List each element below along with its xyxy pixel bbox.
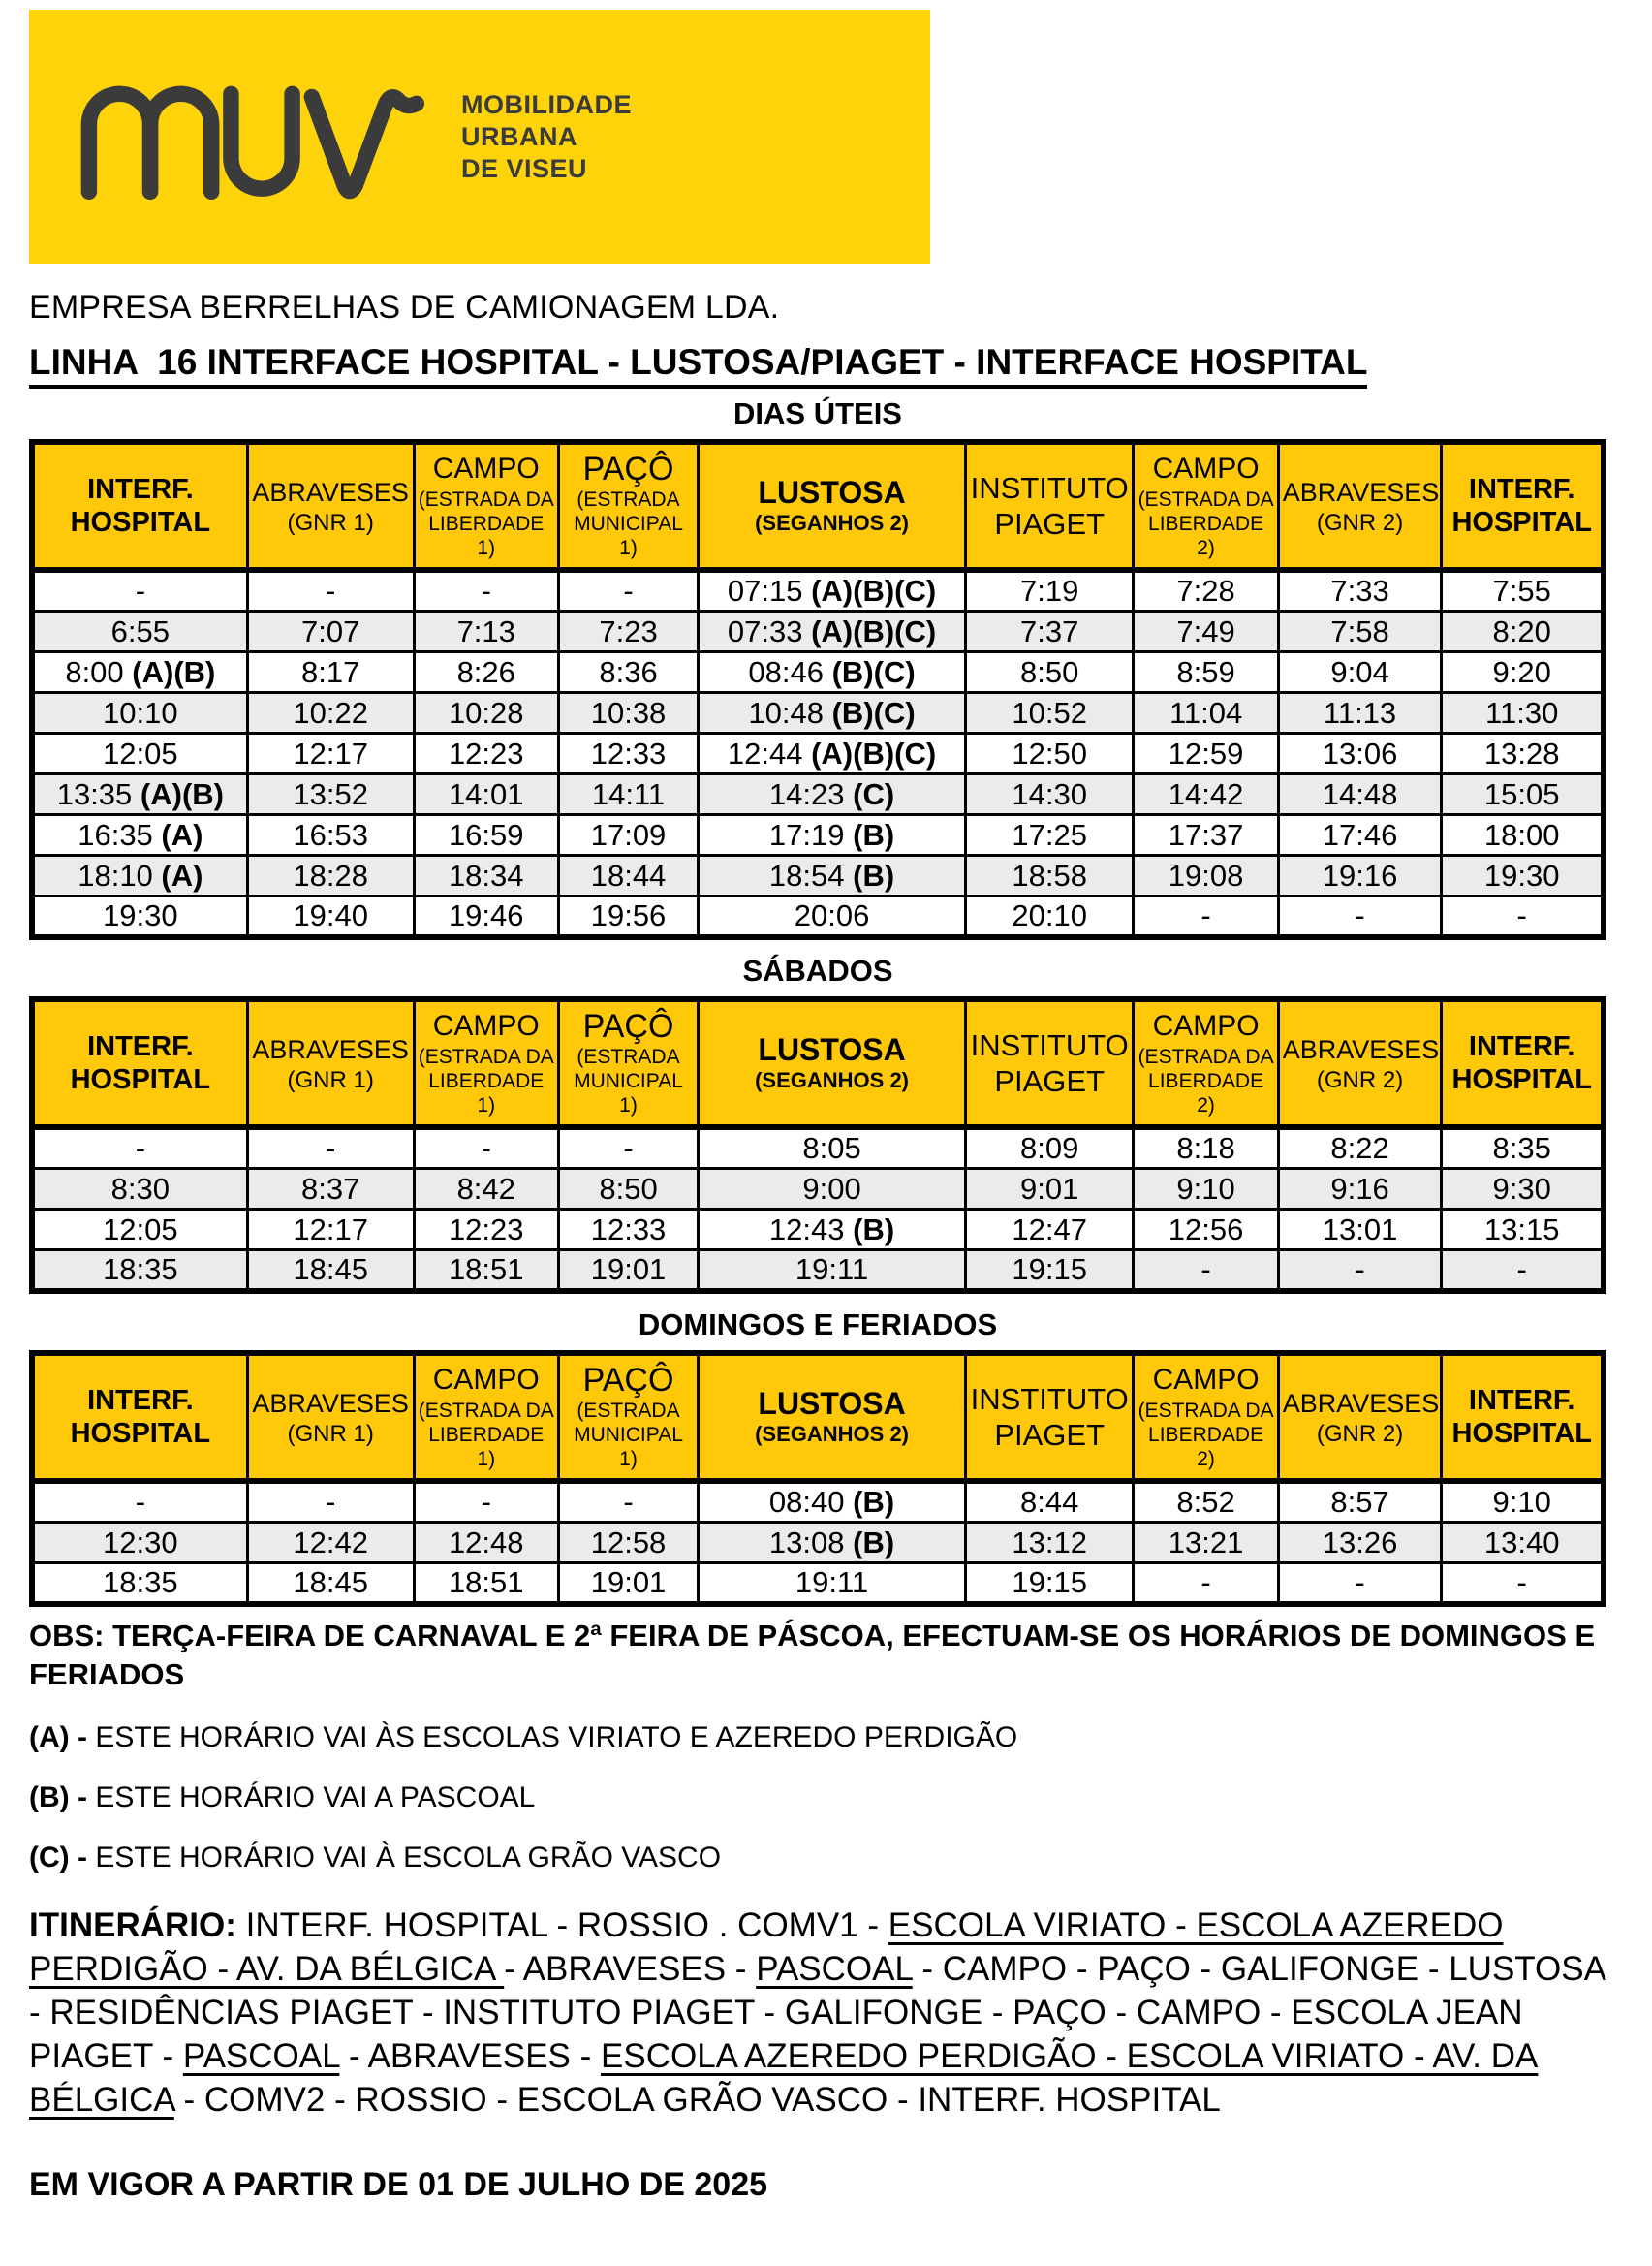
time-cell: 12:23: [414, 734, 558, 774]
time-cell: 8:36: [558, 652, 698, 693]
time-cell: 13:08 (B): [699, 1523, 966, 1563]
header-row: [32, 1353, 1604, 1481]
time-cell: 10:48 (B)(C): [699, 693, 966, 734]
itinerary-segment: - CAMPO - PAÇO - GALIFONGE - LUSTOSA - RESIDÊNCIAS PIAGET - INSTITUTO PIAGET - GALIFONGE - PAÇO - CAMPO - ESCOLA JEAN PIAGET -: [29, 1950, 1605, 2075]
itinerary-segment-underlined: ESCOLA VIRIATO - ESCOLA AZEREDO PERDIGÃO - AV. DA BÉLGICA: [29, 1906, 1504, 1988]
timetable-sabados: [29, 996, 1606, 1294]
timetables-container: [29, 396, 1606, 1607]
time-cell: 17:37: [1134, 815, 1278, 856]
time-cell: 17:19 (B): [699, 815, 966, 856]
time-cell: 7:37: [965, 612, 1134, 652]
time-cell: 12:17: [247, 734, 414, 774]
tagline-line-1: MOBILIDADE: [461, 89, 632, 119]
time-cell: 18:35: [32, 1563, 247, 1605]
time-cell: 13:35 (A)(B): [32, 774, 247, 815]
time-cell: 12:47: [965, 1210, 1134, 1250]
time-cell: 8:44: [965, 1481, 1134, 1523]
time-cell: 18:45: [247, 1250, 414, 1292]
time-cell: 14:01: [414, 774, 558, 815]
column-header-interf-hospital: INTERF. HOSPITAL: [32, 1353, 247, 1481]
time-cell: 12:05: [32, 1210, 247, 1250]
time-cell: 18:28: [247, 856, 414, 897]
table-row: [32, 1523, 1604, 1563]
time-cell: 7:07: [247, 612, 414, 652]
time-cell: 12:05: [32, 734, 247, 774]
time-cell: 8:50: [965, 652, 1134, 693]
column-header-interf-hospital: INTERF. HOSPITAL: [32, 999, 247, 1127]
time-cell: 9:01: [965, 1169, 1134, 1210]
time-cell: 13:52: [247, 774, 414, 815]
time-cell: -: [247, 570, 414, 612]
letter-note-label: (A) -: [29, 1721, 87, 1753]
table-row: [32, 734, 1604, 774]
itinerary-segment-underlined: PASCOAL: [756, 1950, 913, 1988]
time-cell: 14:42: [1134, 774, 1278, 815]
time-cell: 9:04: [1278, 652, 1442, 693]
time-cell: 10:10: [32, 693, 247, 734]
itinerary-segment-underlined: ESCOLA AZEREDO PERDIGÃO - ESCOLA VIRIATO - AV. DA BÉLGICA: [29, 2037, 1539, 2119]
time-cell: 12:59: [1134, 734, 1278, 774]
time-cell: 13:26: [1278, 1523, 1442, 1563]
table-title-dias-uteis: DIAS ÚTEIS: [733, 396, 902, 430]
time-cell: 7:19: [965, 570, 1134, 612]
time-cell: 16:59: [414, 815, 558, 856]
time-cell: 19:15: [965, 1250, 1134, 1292]
time-cell: 19:01: [558, 1250, 698, 1292]
time-cell: 18:51: [414, 1250, 558, 1292]
time-cell: 8:00 (A)(B): [32, 652, 247, 693]
logo-tagline: [461, 89, 632, 185]
letter-note-c: (C) - ESTE HORÁRIO VAI À ESCOLA GRÃO VASCO: [29, 1841, 722, 1873]
time-cell: 13:21: [1134, 1523, 1278, 1563]
time-cell: 7:28: [1134, 570, 1278, 612]
table-row: [32, 693, 1604, 734]
column-header-abraveses: ABRAVESES (GNR 1): [247, 999, 414, 1127]
table-row: [32, 1481, 1604, 1523]
time-cell: 07:33 (A)(B)(C): [699, 612, 966, 652]
table-row: [32, 1169, 1604, 1210]
time-cell: 07:15 (A)(B)(C): [699, 570, 966, 612]
time-cell: 12:56: [1134, 1210, 1278, 1250]
column-header-campo: CAMPO (ESTRADA DA LIBERDADE 2): [1134, 1353, 1278, 1481]
time-cell: -: [247, 1127, 414, 1169]
time-cell: 18:35: [32, 1250, 247, 1292]
letter-notes: [29, 1721, 1606, 1874]
time-cell: -: [32, 570, 247, 612]
column-header-interf-hospital: INTERF. HOSPITAL: [32, 442, 247, 570]
time-cell: 18:51: [414, 1563, 558, 1605]
time-cell: 17:25: [965, 815, 1134, 856]
time-cell: 8:37: [247, 1169, 414, 1210]
table-row: [32, 1127, 1604, 1169]
time-cell: -: [1442, 1250, 1604, 1292]
column-header-campo: CAMPO (ESTRADA DA LIBERDADE 1): [414, 999, 558, 1127]
column-header-campo: CAMPO (ESTRADA DA LIBERDADE 2): [1134, 442, 1278, 570]
column-header-interf-hospital: INTERF. HOSPITAL: [1442, 999, 1604, 1127]
time-cell: 16:53: [247, 815, 414, 856]
time-cell: 13:40: [1442, 1523, 1604, 1563]
time-cell: 19:30: [32, 897, 247, 938]
time-cell: 9:30: [1442, 1169, 1604, 1210]
time-cell: 20:06: [699, 897, 966, 938]
time-cell: 12:50: [965, 734, 1134, 774]
table-row: [32, 652, 1604, 693]
time-cell: -: [1442, 897, 1604, 938]
letter-note-label: (C) -: [29, 1841, 87, 1873]
time-cell: 17:09: [558, 815, 698, 856]
time-cell: -: [1278, 1563, 1442, 1605]
time-cell: 16:35 (A): [32, 815, 247, 856]
column-header-paco: PAÇÔ (ESTRADA MUNICIPAL 1): [558, 999, 698, 1127]
time-cell: -: [1134, 897, 1278, 938]
time-cell: 7:23: [558, 612, 698, 652]
itinerary-text: [29, 1906, 1605, 2119]
time-cell: 19:40: [247, 897, 414, 938]
column-header-campo: CAMPO (ESTRADA DA LIBERDADE 2): [1134, 999, 1278, 1127]
tagline-line-2: URBANA: [461, 121, 577, 151]
letter-note-b: (B) - ESTE HORÁRIO VAI A PASCOAL: [29, 1781, 536, 1813]
time-cell: 18:54 (B): [699, 856, 966, 897]
header-row: [32, 442, 1604, 570]
time-cell: 18:00: [1442, 815, 1604, 856]
time-cell: 13:12: [965, 1523, 1134, 1563]
time-cell: 18:10 (A): [32, 856, 247, 897]
column-header-instituto-piaget: INSTITUTO PIAGET: [965, 442, 1134, 570]
time-cell: 7:33: [1278, 570, 1442, 612]
time-cell: 6:55: [32, 612, 247, 652]
column-header-paco: PAÇÔ (ESTRADA MUNICIPAL 1): [558, 1353, 698, 1481]
time-cell: 8:57: [1278, 1481, 1442, 1523]
column-header-interf-hospital: INTERF. HOSPITAL: [1442, 1353, 1604, 1481]
itinerary-segment: INTERF. HOSPITAL - ROSSIO . COMV1 -: [235, 1906, 888, 1944]
column-header-abraveses: ABRAVESES (GNR 2): [1278, 1353, 1442, 1481]
table-title-sabados: SÁBADOS: [742, 954, 893, 988]
table-title-domingos-e-feriados: DOMINGOS E FERIADOS: [638, 1307, 998, 1341]
time-cell: 12:42: [247, 1523, 414, 1563]
column-header-instituto-piaget: INSTITUTO PIAGET: [965, 999, 1134, 1127]
time-cell: 18:34: [414, 856, 558, 897]
time-cell: 12:58: [558, 1523, 698, 1563]
time-cell: 9:00: [699, 1169, 966, 1210]
time-cell: 8:17: [247, 652, 414, 693]
time-cell: 20:10: [965, 897, 1134, 938]
column-header-abraveses: ABRAVESES (GNR 2): [1278, 999, 1442, 1127]
time-cell: 08:40 (B): [699, 1481, 966, 1523]
time-cell: 19:11: [699, 1250, 966, 1292]
line-title: [29, 342, 1606, 383]
time-cell: -: [414, 570, 558, 612]
header-row: [32, 999, 1604, 1127]
time-cell: -: [558, 570, 698, 612]
time-cell: 12:23: [414, 1210, 558, 1250]
time-cell: 18:44: [558, 856, 698, 897]
table-row: [32, 815, 1604, 856]
table-row: [32, 774, 1604, 815]
time-cell: 8:05: [699, 1127, 966, 1169]
time-cell: 9:10: [1442, 1481, 1604, 1523]
obs-note: OBS: TERÇA-FEIRA DE CARNAVAL E 2ª FEIRA DE PÁSCOA, EFECTUAM-SE OS HORÁRIOS DE DOMINGOS E FERIADOS: [29, 1619, 1596, 1691]
column-header-lustosa: LUSTOSA (SEGANHOS 2): [699, 1353, 966, 1481]
time-cell: 7:13: [414, 612, 558, 652]
time-cell: -: [32, 1481, 247, 1523]
column-header-lustosa: LUSTOSA (SEGANHOS 2): [699, 442, 966, 570]
time-cell: 9:16: [1278, 1169, 1442, 1210]
time-cell: -: [558, 1127, 698, 1169]
time-cell: 8:59: [1134, 652, 1278, 693]
time-cell: 8:22: [1278, 1127, 1442, 1169]
time-cell: 19:30: [1442, 856, 1604, 897]
time-cell: 15:05: [1442, 774, 1604, 815]
time-cell: 19:01: [558, 1563, 698, 1605]
column-header-interf-hospital: INTERF. HOSPITAL: [1442, 442, 1604, 570]
itinerary-segment: - COMV2 - ROSSIO - ESCOLA GRÃO VASCO - INTERF. HOSPITAL: [173, 2081, 1221, 2119]
column-header-lustosa: LUSTOSA (SEGANHOS 2): [699, 999, 966, 1127]
time-cell: 17:46: [1278, 815, 1442, 856]
time-cell: 19:46: [414, 897, 558, 938]
column-header-campo: CAMPO (ESTRADA DA LIBERDADE 1): [414, 1353, 558, 1481]
company-name: EMPRESA BERRELHAS DE CAMIONAGEM LDA.: [29, 289, 780, 326]
time-cell: 8:35: [1442, 1127, 1604, 1169]
time-cell: 11:04: [1134, 693, 1278, 734]
time-cell: 8:42: [414, 1169, 558, 1210]
itinerary-label: ITINERÁRIO:: [29, 1906, 236, 1944]
time-cell: 19:56: [558, 897, 698, 938]
time-cell: -: [32, 1127, 247, 1169]
time-cell: 8:26: [414, 652, 558, 693]
time-cell: 18:58: [965, 856, 1134, 897]
itinerary-segment-underlined: PASCOAL: [182, 2037, 340, 2075]
time-cell: -: [1278, 897, 1442, 938]
effective-date: EM VIGOR A PARTIR DE 01 DE JULHO DE 2025: [29, 2166, 768, 2203]
time-cell: 8:30: [32, 1169, 247, 1210]
time-cell: 7:55: [1442, 570, 1604, 612]
line-title-text: LINHA 16 INTERFACE HOSPITAL - LUSTOSA/PIAGET - INTERFACE HOSPITAL: [29, 342, 1367, 389]
muv-logo-icon: [76, 40, 424, 234]
time-cell: 11:13: [1278, 693, 1442, 734]
itinerary: [29, 1904, 1606, 2122]
time-cell: 14:30: [965, 774, 1134, 815]
table-row: [32, 1563, 1604, 1605]
table-row: [32, 1210, 1604, 1250]
itinerary-segment: - ABRAVESES -: [504, 1950, 757, 1988]
time-cell: 8:20: [1442, 612, 1604, 652]
time-cell: 13:15: [1442, 1210, 1604, 1250]
time-cell: 19:15: [965, 1563, 1134, 1605]
time-cell: 12:33: [558, 734, 698, 774]
column-header-abraveses: ABRAVESES (GNR 1): [247, 442, 414, 570]
time-cell: 12:48: [414, 1523, 558, 1563]
letter-note-a: (A) - ESTE HORÁRIO VAI ÀS ESCOLAS VIRIATO E AZEREDO PERDIGÃO: [29, 1721, 1018, 1753]
time-cell: -: [1278, 1250, 1442, 1292]
time-cell: 19:16: [1278, 856, 1442, 897]
time-cell: 9:20: [1442, 652, 1604, 693]
column-header-campo: CAMPO (ESTRADA DA LIBERDADE 1): [414, 442, 558, 570]
time-cell: 12:43 (B): [699, 1210, 966, 1250]
table-row: [32, 612, 1604, 652]
column-header-abraveses: ABRAVESES (GNR 2): [1278, 442, 1442, 570]
time-cell: 7:49: [1134, 612, 1278, 652]
itinerary-segment: - ABRAVESES -: [339, 2037, 602, 2075]
table-row: [32, 1250, 1604, 1292]
time-cell: 13:28: [1442, 734, 1604, 774]
time-cell: 14:23 (C): [699, 774, 966, 815]
table-row: [32, 570, 1604, 612]
time-cell: -: [414, 1127, 558, 1169]
time-cell: 13:06: [1278, 734, 1442, 774]
time-cell: -: [1442, 1563, 1604, 1605]
letter-note-label: (B) -: [29, 1781, 87, 1813]
time-cell: 12:44 (A)(B)(C): [699, 734, 966, 774]
table-row: [32, 897, 1604, 938]
time-cell: 19:11: [699, 1563, 966, 1605]
time-cell: 19:08: [1134, 856, 1278, 897]
time-cell: 9:10: [1134, 1169, 1278, 1210]
time-cell: -: [414, 1481, 558, 1523]
tagline-line-3: DE VISEU: [461, 153, 588, 183]
time-cell: 10:28: [414, 693, 558, 734]
time-cell: 8:18: [1134, 1127, 1278, 1169]
time-cell: 12:30: [32, 1523, 247, 1563]
time-cell: 14:11: [558, 774, 698, 815]
time-cell: 8:09: [965, 1127, 1134, 1169]
timetable-dias-uteis: [29, 439, 1606, 940]
time-cell: 12:17: [247, 1210, 414, 1250]
time-cell: 14:48: [1278, 774, 1442, 815]
muv-logo-banner: [29, 10, 930, 264]
column-header-paco: PAÇÔ (ESTRADA MUNICIPAL 1): [558, 442, 698, 570]
time-cell: 8:52: [1134, 1481, 1278, 1523]
time-cell: -: [247, 1481, 414, 1523]
time-cell: 12:33: [558, 1210, 698, 1250]
column-header-abraveses: ABRAVESES (GNR 1): [247, 1353, 414, 1481]
time-cell: 10:38: [558, 693, 698, 734]
time-cell: 10:52: [965, 693, 1134, 734]
time-cell: 7:58: [1278, 612, 1442, 652]
time-cell: 10:22: [247, 693, 414, 734]
time-cell: 08:46 (B)(C): [699, 652, 966, 693]
timetable-domingos-e-feriados: [29, 1350, 1606, 1607]
time-cell: 8:50: [558, 1169, 698, 1210]
time-cell: 13:01: [1278, 1210, 1442, 1250]
time-cell: 11:30: [1442, 693, 1604, 734]
time-cell: 18:45: [247, 1563, 414, 1605]
column-header-instituto-piaget: INSTITUTO PIAGET: [965, 1353, 1134, 1481]
table-row: [32, 856, 1604, 897]
time-cell: -: [1134, 1563, 1278, 1605]
time-cell: -: [558, 1481, 698, 1523]
time-cell: -: [1134, 1250, 1278, 1292]
